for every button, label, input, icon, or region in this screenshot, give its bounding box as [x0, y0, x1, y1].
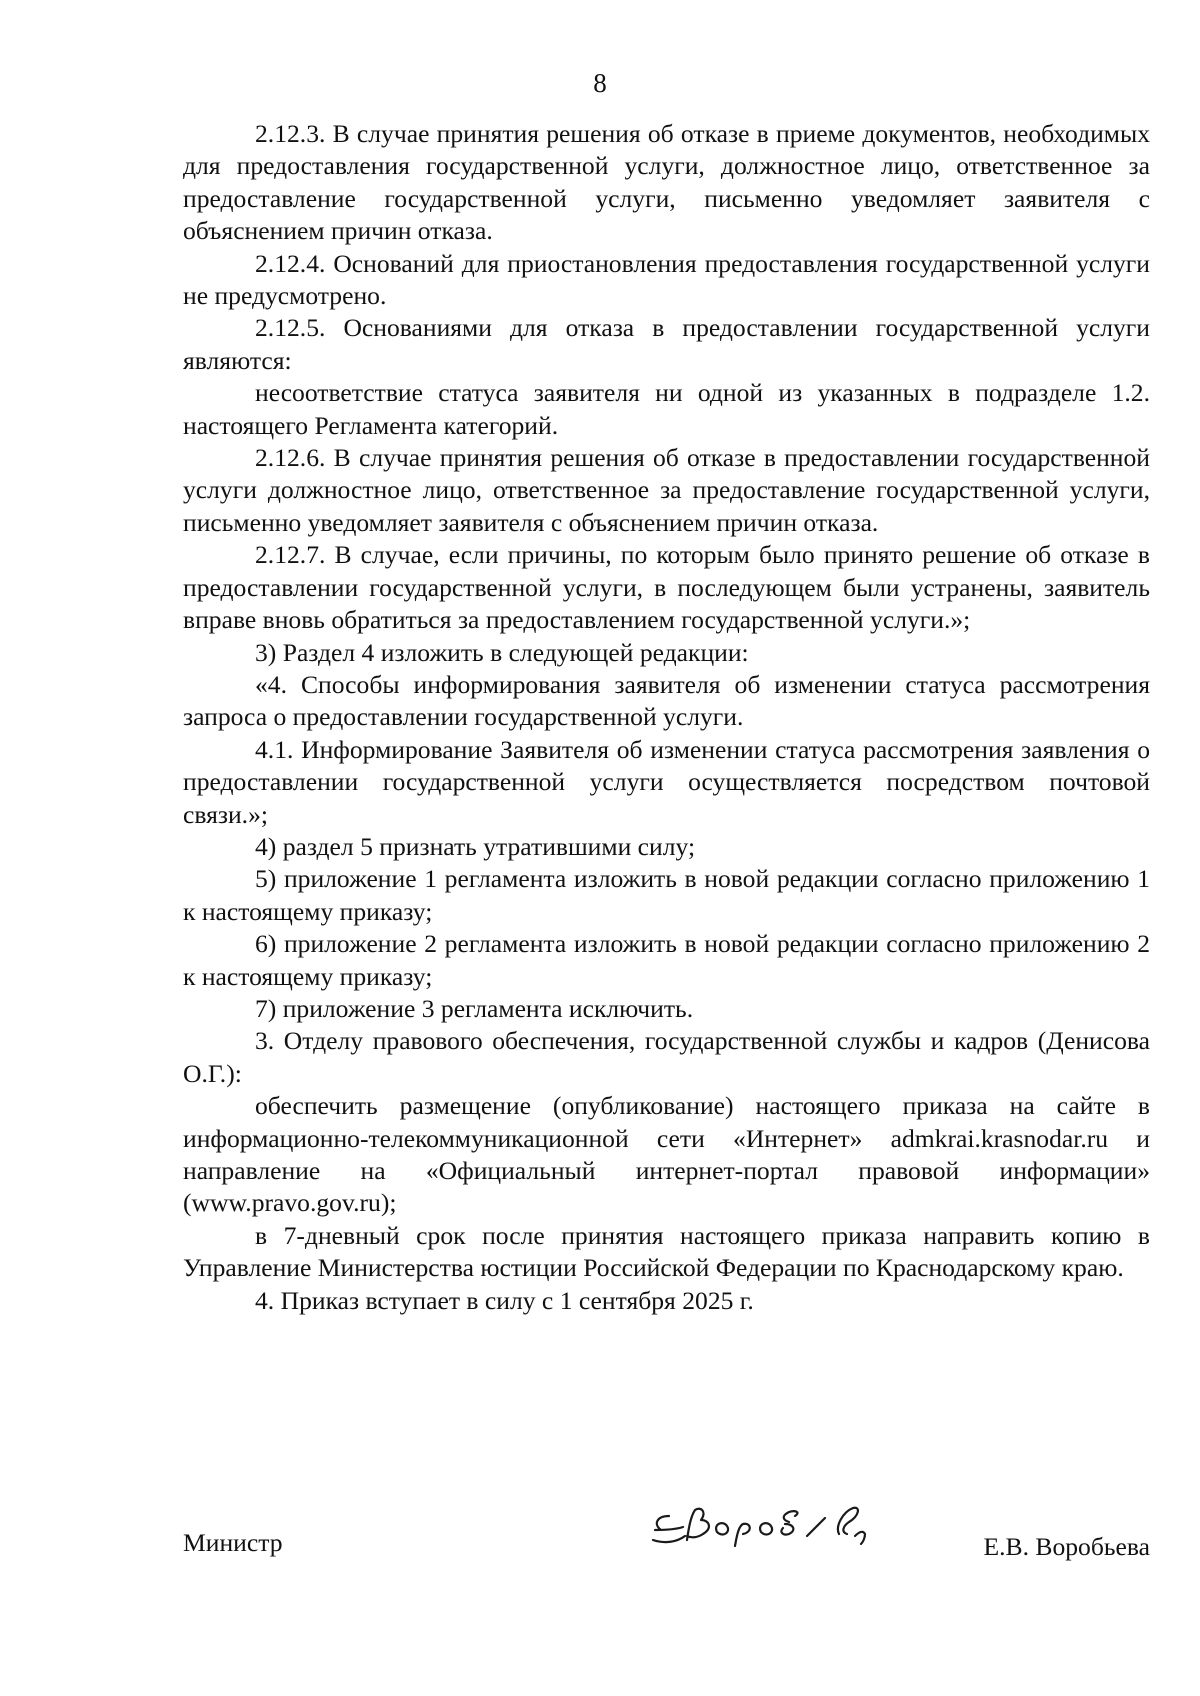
paragraph-point-3: 3. Отделу правового обеспечения, государственной службы и кадров (Денисова О.Г.):	[183, 1026, 1150, 1088]
paragraph-2-12-6: 2.12.6. В случае принятия решения об отказе в предоставлении государственной услуги должностное лицо, ответственное за предоставление государственной услуги, письменно уведомляет заявителя с объяснением причин отказа.	[183, 443, 1150, 537]
paragraph-section-4-title: «4. Способы информирования заявителя об изменении статуса рассмотрения запроса о предоставлении государственной услуги.	[183, 669, 1150, 732]
paragraph-2-12-5: 2.12.5. Основаниями для отказа в предоставлении государственной услуги являются:	[183, 313, 1150, 375]
signatory-title: Министр	[183, 1528, 283, 1557]
signatory-name: Е.В. Воробьева	[983, 1532, 1150, 1561]
paragraph-item-3: 3) Раздел 4 изложить в следующей редакции:	[255, 637, 749, 667]
paragraph-point-4: 4. Приказ вступает в силу с 1 сентября 2025 г.	[255, 1285, 754, 1315]
paragraph-item-6: 6) приложение 2 регламента изложить в новой редакции согласно приложению 2 к настоящему приказу;	[183, 929, 1150, 991]
paragraph-refusal-ground: несоответствие статуса заявителя ни одной из указанных в подразделе 1.2. настоящего Регламента категорий.	[183, 378, 1150, 440]
signature-block	[183, 1490, 1150, 1570]
paragraph-2-12-4: 2.12.4. Оснований для приостановления предоставления государственной услуги не предусмотрено.	[183, 248, 1150, 311]
document-body	[183, 118, 1150, 1317]
paragraph-2-12-7: 2.12.7. В случае, если причины, по которым было принято решение об отказе в предоставлении государственной услуги, в последующем были устранены, заявитель вправе вновь обратиться за предоставлением государственной услуги.»;	[183, 540, 1150, 635]
paragraph-4-1: 4.1. Информирование Заявителя об изменении статуса рассмотрения заявления о предоставлении государственной услуги осуществляется посредством почтовой связи.»;	[183, 734, 1150, 829]
paragraph-item-5: 5) приложение 1 регламента изложить в новой редакции согласно приложению 1 к настоящему приказу;	[183, 864, 1150, 926]
paragraph-ministry-copy: в 7-дневный срок после принятия настоящего приказа направить копию в Управление Министерства юстиции Российской Федерации по Краснодарскому краю.	[183, 1220, 1150, 1283]
paragraph-item-7: 7) приложение 3 регламента исключить.	[255, 993, 694, 1023]
paragraph-item-4: 4) раздел 5 признать утратившими силу;	[255, 831, 696, 861]
handwritten-signature	[643, 1490, 913, 1560]
paragraph-publication: обеспечить размещение (опубликование) настоящего приказа на сайте в информационно-телекоммуникационной сети «Интернет» admkrai.krasnodar.ru и направление на «Официальный интернет-портал правовой информации» (www.pravo.gov.ru);	[183, 1091, 1150, 1218]
paragraph-2-12-3: 2.12.3. В случае принятия решения об отказе в приеме документов, необходимых для предоставления государственной услуги, должностное лицо, ответственное за предоставление государственной услуги, письменно уведомляет заявителя с объяснением причин отказа.	[183, 119, 1150, 246]
page-number: 8	[593, 68, 607, 98]
